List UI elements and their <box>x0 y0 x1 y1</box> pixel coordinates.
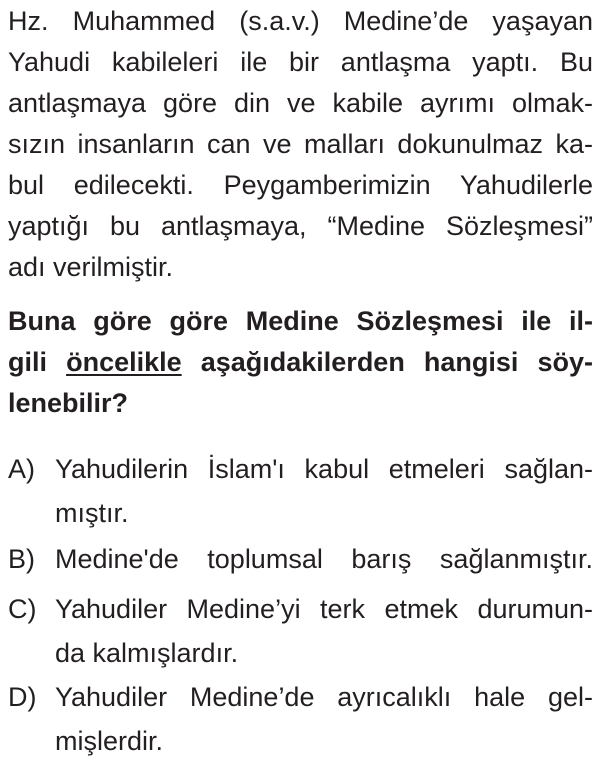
option-c[interactable] <box>8 587 593 675</box>
question-line <box>8 342 593 383</box>
question-passage <box>8 1 593 288</box>
option-text: Yahudiler Medine’de ayrıcalıklı hale gel- <box>55 682 593 712</box>
option-letter: D) <box>8 682 37 712</box>
option-text: Yahudilerin İslam'ı kabul etmeleri sağlan- <box>55 454 593 484</box>
option-text: mişlerdir. <box>55 726 164 756</box>
emphasized-word: öncelikle <box>66 347 182 377</box>
question-text: gili <box>8 347 47 377</box>
option-letter: C) <box>8 594 37 624</box>
passage-line: bul edilecekti. Peygamberimizin Yahudilerle <box>8 170 593 200</box>
passage-line: sızın insanların can ve malları dokunulmaz ka- <box>8 129 593 159</box>
passage-line: yaptığı bu antlaşmaya, “Medine Sözleşmesi” <box>8 211 593 241</box>
option-letter: B) <box>8 544 35 574</box>
passage-line: Hz. Muhammed (s.a.v.) Medine’de yaşayan <box>8 6 593 36</box>
option-d[interactable] <box>8 675 593 763</box>
passage-line: antlaşmaya göre din ve kabile ayrımı olmak- <box>8 88 593 118</box>
question-stem <box>8 301 593 424</box>
question-line: Buna göre göre Medine Sözleşmesi ile il- <box>8 306 593 336</box>
option-text: mıştır. <box>55 498 129 528</box>
question-text: aşağıdakilerden hangisi söy- <box>200 347 593 377</box>
option-text: da kalmışlardır. <box>55 638 239 668</box>
option-b[interactable] <box>8 539 593 580</box>
option-text: Yahudiler Medine’yi terk etmek durumun- <box>55 594 593 624</box>
option-text: Medine'de toplumsal barış sağlanmıştır. <box>55 544 593 574</box>
option-letter: A) <box>8 454 35 484</box>
passage-line: Yahudi kabileleri ile bir antlaşma yaptı. Bu <box>8 47 593 77</box>
passage-line: adı verilmiştir. <box>8 252 174 282</box>
question-line: lenebilir? <box>8 388 129 418</box>
option-a[interactable] <box>8 447 593 535</box>
